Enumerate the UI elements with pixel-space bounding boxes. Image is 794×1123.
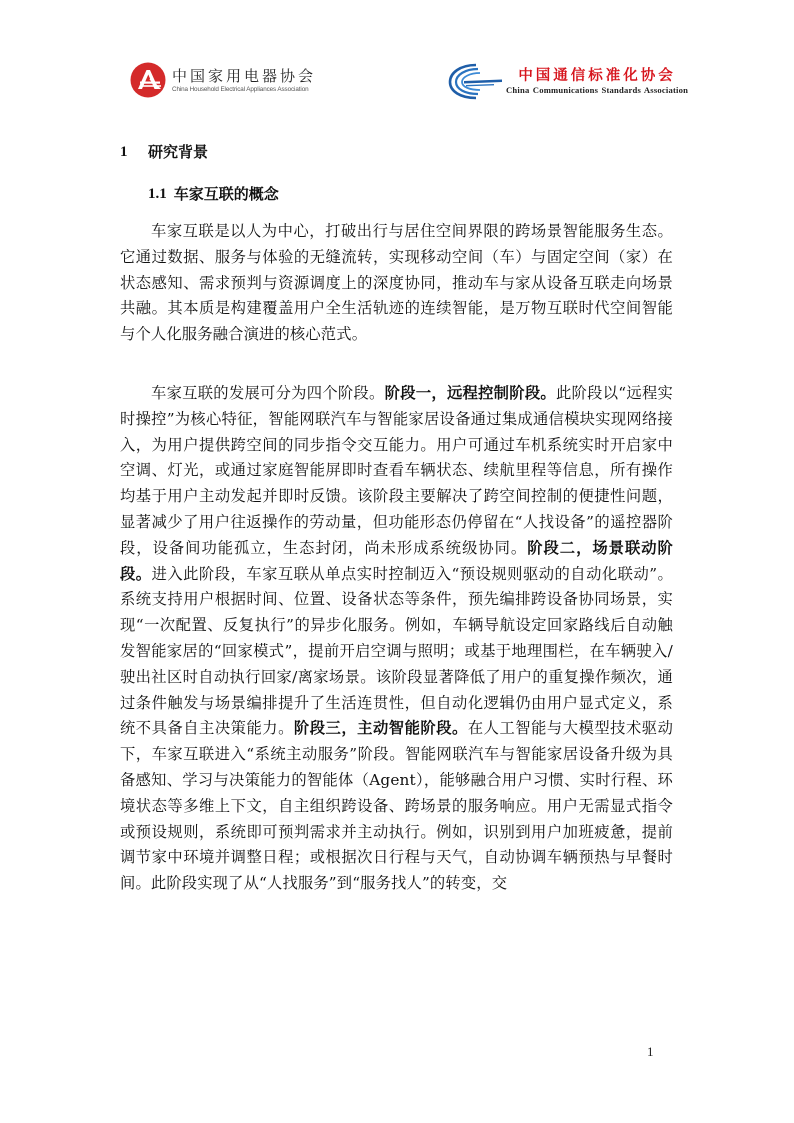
chea-logo-icon: [130, 62, 166, 98]
paragraph-text: 车家互联是以人为中心，打破出行与居住空间界限的跨场景智能服务生态。它通过数据、服务与体验的无缝流转，实现移动空间（车）与固定空间（家）在状态感知、需求预判与资源调度上的深度协同，推动车与家从设备互联走向场景共融。其本质是构建覆盖用户全生活轨迹的连续智能，是万物互联时代空间智能与个人化服务融合演进的核心范式。: [120, 222, 673, 344]
page-header: [0, 0, 794, 110]
paragraph-definition: [120, 219, 673, 348]
stage-one-heading: 阶段一，远程控制阶段。: [384, 384, 556, 402]
paragraph-text: 在人工智能与大模型技术驱动下，车家互联进入“系统主动服务”阶段。智能网联汽车与智能家居设备升级为具备感知、学习与决策能力的智能体（Agent），能够融合用户习惯、实时行程、环境状态等多维上下文，自主组织跨设备、跨场景的服务响应。用户无需显式指令或预设规则，系统即可预判需求并主动执行。例如，识别到用户加班疲惫，提前调节家中环境并调整日程；或根据次日行程与天气，自动协调车辆预热与早餐时间。此阶段实现了从“人找服务”到“服务找人”的转变，交: [120, 719, 674, 893]
ccsa-name-cn: 中国通信标准化协会: [518, 67, 676, 84]
ccsa-logo: [446, 62, 688, 100]
section-number: 1: [120, 144, 128, 160]
stage-three-heading: 阶段三，主动智能阶段。: [293, 719, 468, 738]
paragraph-text: 进入此阶段，车家互联从单点实时控制迈入“预设规则驱动的自动化联动”。系统支持用户根据时间、位置、设备状态等条件，预先编排跨设备协同场景，实现“一次配置、反复执行”的异步化服务。例如，车辆导航设定回家路线后自动触发智能家居的“回家模式”，提前开启空调与照明；或基于地理围栏，在车辆驶入/驶出社区时自动执行回家/离家场景。该阶段显著降低了用户的重复操作频次，通过条件触发与场景编排提升了生活连贯性，但自动化逻辑仍由用户显式定义，系统不具备自主决策能力。: [120, 564, 673, 738]
paragraph-text: 车家互联的发展可分为四个阶段。: [151, 384, 385, 402]
ccsa-name-en: China Communications Standards Association: [506, 84, 689, 95]
section-title: 研究背景: [148, 143, 209, 161]
paragraph-stages: [120, 381, 673, 897]
chea-name-cn: 中国家用电器协会: [172, 66, 317, 85]
section-heading: [120, 142, 208, 162]
page-number: 1: [647, 1044, 654, 1059]
stage-two-heading: 阶段二，场景联动阶段。: [120, 538, 673, 583]
subsection-number: 1.1: [148, 186, 167, 202]
subsection-title: 车家互联的概念: [173, 185, 279, 203]
ccsa-logo-icon: [446, 62, 504, 100]
subsection-heading: [148, 184, 279, 204]
paragraph-text: 此阶段以“远程实时操控”为核心特征，智能网联汽车与智能家居设备通过集成通信模块实现网络接入，为用户提供跨空间的同步指令交互能力。用户可通过车机系统实时开启家中空调、灯光，或通过家庭智能屏即时查看车辆状态、续航里程等信息，所有操作均基于用户主动发起并即时反馈。该阶段主要解决了跨空间控制的便捷性问题，显著减少了用户往返操作的劳动量，但功能形态仍停留在“人找设备”的遥控器阶段，设备间功能孤立，生态封闭，尚未形成系统级协同。: [120, 384, 673, 557]
chea-logo: [130, 62, 316, 98]
chea-name-en: China Household Electrical Appliances Association: [172, 85, 309, 93]
